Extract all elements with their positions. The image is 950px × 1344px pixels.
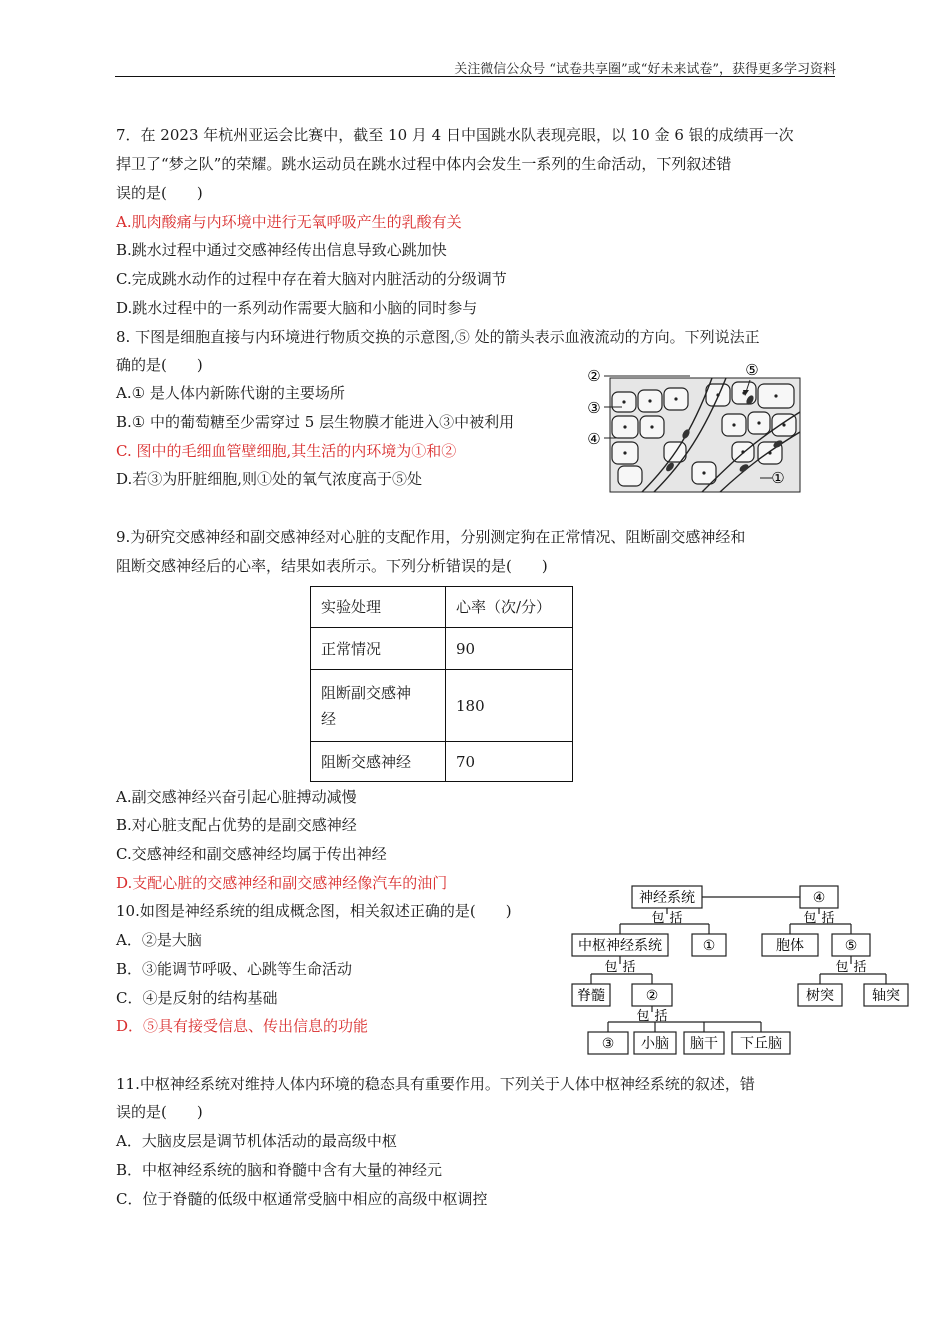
q9-option-a: A.副交感神经兴奋引起心脏搏动减慢 bbox=[116, 788, 357, 806]
page-header: 关注微信公众号 “试卷共享圈”或“好未来试卷”，获得更多学习资料 bbox=[454, 62, 836, 77]
node-brainstem: 脑干 bbox=[690, 1036, 718, 1052]
node-central-nervous-system: 中枢神经系统 bbox=[578, 938, 662, 954]
node-3: ③ bbox=[601, 1036, 615, 1052]
table-cell: 正常情况 bbox=[311, 628, 446, 670]
kuo-label: 括 bbox=[821, 911, 835, 926]
bao-label: 包 bbox=[803, 911, 817, 926]
q11-stem-line-1: 11.中枢神经系统对维持人体内环境的稳态具有重要作用。下列关于人体中枢神经系统的叙述，错 bbox=[116, 1075, 755, 1093]
q10-option-d: D．⑤具有接受信息、传出信息的功能 bbox=[116, 1017, 369, 1035]
table-cell: 90 bbox=[446, 628, 573, 670]
node-1: ① bbox=[702, 938, 716, 954]
table-cell: 70 bbox=[446, 742, 573, 782]
fig-label-4: ④ bbox=[587, 430, 601, 448]
fig-label-1: ① bbox=[771, 469, 785, 487]
table-cell bbox=[311, 670, 446, 742]
table-row bbox=[311, 670, 573, 742]
q7-stem-line-1: 7．在 2023 年杭州亚运会比赛中，截至 10 月 4 日中国跳水队表现亮眼，以 10 金 6 银的成绩再一次 bbox=[116, 126, 794, 144]
q7-option-d: D.跳水过程中的一系列动作需要大脑和小脑的同时参与 bbox=[116, 299, 478, 317]
node-4: ④ bbox=[812, 890, 826, 906]
header-rule bbox=[115, 76, 835, 77]
kuo-label: 括 bbox=[853, 960, 867, 975]
nervous-system-concept-diagram bbox=[568, 880, 913, 1060]
node-spinal-cord: 脊髓 bbox=[577, 988, 605, 1004]
bao-label: 包 bbox=[651, 911, 665, 926]
q11-stem-line-2: 误的是( ) bbox=[116, 1103, 203, 1121]
q8-option-a: A.① 是人体内新陈代谢的主要场所 bbox=[116, 384, 345, 402]
node-nervous-system: 神经系统 bbox=[639, 890, 695, 906]
bao-label: 包 bbox=[835, 960, 849, 975]
q9-option-d: D.支配心脏的交感神经和副交感神经像汽车的油门 bbox=[116, 874, 448, 892]
tissue-exchange-figure bbox=[582, 362, 808, 496]
table-cell: 180 bbox=[446, 670, 573, 742]
table-cell: 阻断交感神经 bbox=[311, 742, 446, 782]
q10-option-b: B．③能调节呼吸、心跳等生命活动 bbox=[116, 960, 353, 978]
node-5: ⑤ bbox=[844, 938, 858, 954]
q9-option-b: B.对心脏支配占优势的是副交感神经 bbox=[116, 816, 357, 834]
node-soma: 胞体 bbox=[776, 938, 804, 954]
q10-stem: 10.如图是神经系统的组成概念图，相关叙述正确的是( ) bbox=[116, 902, 512, 920]
q8-stem-line-1: 8. 下图是细胞直接与内环境进行物质交换的示意图,⑤ 处的箭头表示血液流动的方向。下列说法正 bbox=[116, 328, 760, 346]
fig-label-2: ② bbox=[587, 367, 601, 385]
q11-option-b: B．中枢神经系统的脑和脊髓中含有大量的神经元 bbox=[116, 1161, 443, 1179]
table-header-cell: 心率（次/分） bbox=[446, 587, 573, 628]
node-hypothalamus: 下丘脑 bbox=[740, 1036, 782, 1052]
node-dendrite: 树突 bbox=[806, 988, 834, 1004]
heart-rate-table bbox=[310, 586, 573, 782]
q7-stem-line-2: 捍卫了“梦之队”的荣耀。跳水运动员在跳水过程中体内会发生一系列的生命活动，下列叙述错 bbox=[116, 155, 732, 173]
q7-option-c: C.完成跳水动作的过程中存在着大脑对内脏活动的分级调节 bbox=[116, 270, 507, 288]
q9-stem-line-1: 9.为研究交感神经和副交感神经对心脏的支配作用，分别测定狗在正常情况、阻断副交感神经和 bbox=[116, 528, 746, 546]
q7-option-a: A.肌肉酸痛与内环境中进行无氧呼吸产生的乳酸有关 bbox=[116, 213, 462, 231]
bao-label: 包 bbox=[604, 960, 618, 975]
table-header-cell: 实验处理 bbox=[311, 587, 446, 628]
table-cell-line: 经 bbox=[321, 709, 337, 728]
node-cerebellum: 小脑 bbox=[641, 1036, 669, 1052]
kuo-label: 括 bbox=[622, 960, 636, 975]
q7-stem-line-3: 误的是( ) bbox=[116, 184, 203, 202]
q9-option-c: C.交感神经和副交感神经均属于传出神经 bbox=[116, 845, 387, 863]
q8-option-b: B.① 中的葡萄糖至少需穿过 5 层生物膜才能进入③中被利用 bbox=[116, 413, 515, 431]
kuo-label: 括 bbox=[654, 1009, 668, 1024]
q9-stem-line-2: 阻断交感神经后的心率，结果如表所示。下列分析错误的是( ) bbox=[116, 557, 548, 575]
q8-stem-line-2: 确的是( ) bbox=[116, 356, 203, 374]
table-row bbox=[311, 742, 573, 782]
node-axon: 轴突 bbox=[872, 988, 900, 1004]
q8-option-c: C. 图中的毛细血管壁细胞,其生活的内环境为①和② bbox=[116, 442, 457, 460]
q10-option-c: C．④是反射的结构基础 bbox=[116, 989, 278, 1007]
q11-option-a: A．大脑皮层是调节机体活动的最高级中枢 bbox=[116, 1132, 397, 1150]
table-header-row bbox=[311, 587, 573, 628]
node-2: ② bbox=[645, 988, 659, 1004]
q11-option-c: C．位于脊髓的低级中枢通常受脑中相应的高级中枢调控 bbox=[116, 1190, 488, 1208]
table-cell-line: 阻断副交感神 bbox=[321, 683, 412, 702]
fig-label-3: ③ bbox=[587, 399, 601, 417]
q7-option-b: B.跳水过程中通过交感神经传出信息导致心跳加快 bbox=[116, 241, 447, 259]
fig-label-5: ⑤ bbox=[745, 362, 759, 379]
kuo-label: 括 bbox=[669, 911, 683, 926]
q10-option-a: A．②是大脑 bbox=[116, 931, 202, 949]
bao-label: 包 bbox=[636, 1009, 650, 1024]
q8-option-d: D.若③为肝脏细胞,则①处的氧气浓度高于⑤处 bbox=[116, 470, 423, 488]
table-row bbox=[311, 628, 573, 670]
